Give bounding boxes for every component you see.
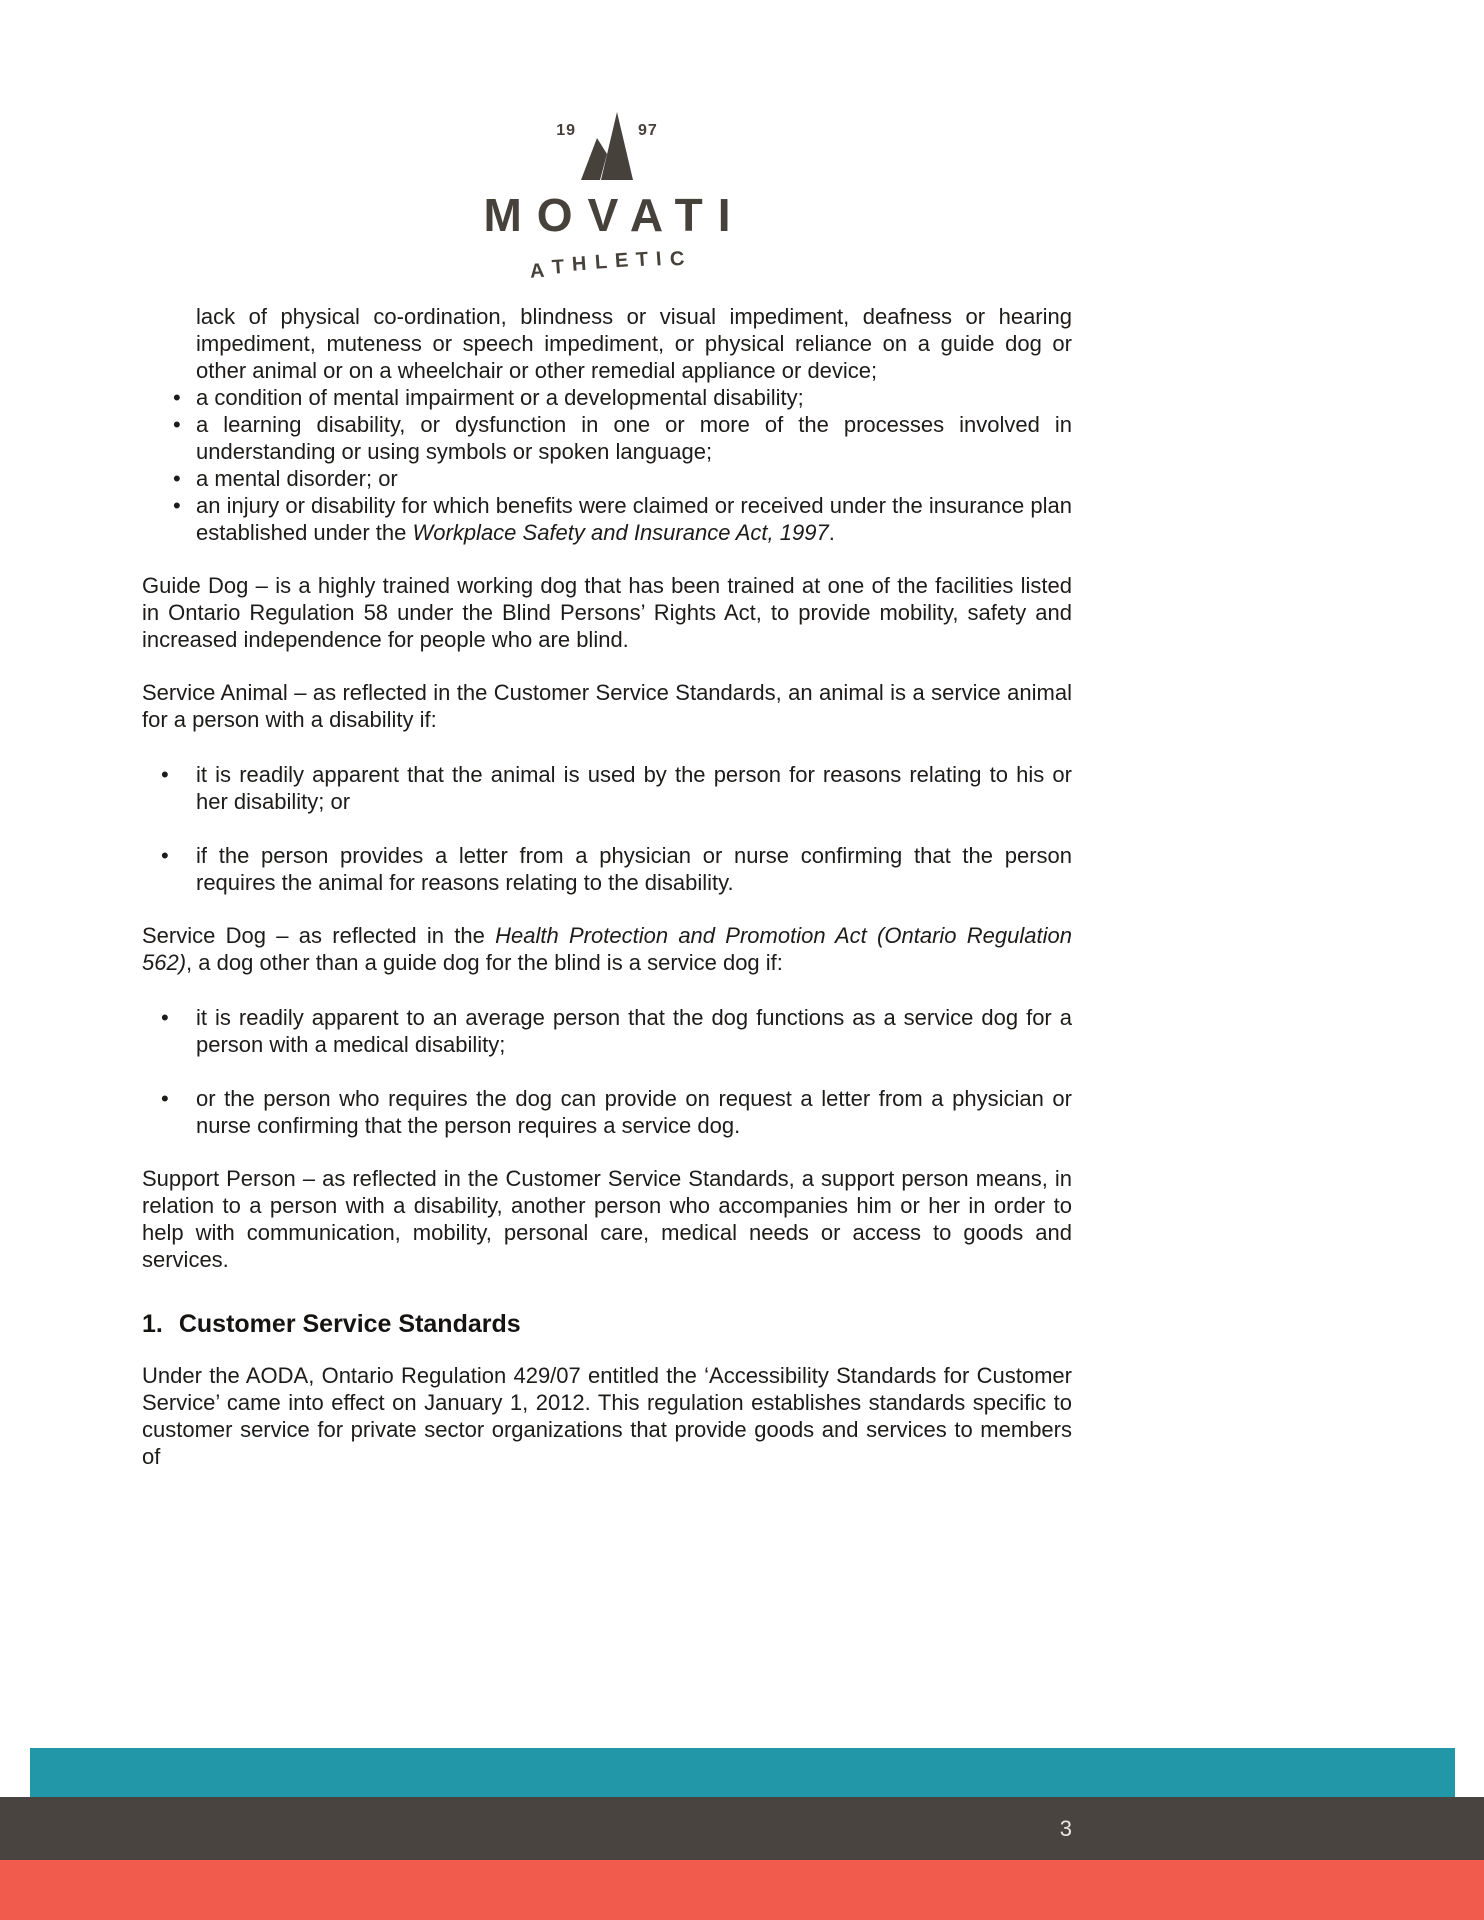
mountain-icon: [581, 110, 633, 182]
list-item: [142, 761, 1072, 815]
list-item-text: it is readily apparent that the animal is used by the person for reasons relating to his or her disability; or: [196, 762, 1072, 814]
document-content: [142, 303, 1072, 1470]
paragraph-service-dog-intro: Service Dog – as reflected in the Health Protection and Promotion Act (Ontario Regulation 562), a dog other than a guide dog for the blind is a service dog if:: [142, 923, 1072, 975]
paragraph-support-person: Support Person – as reflected in the Customer Service Standards, a support person means, in relation to a person with a disability, another person who accompanies him or her in order to help with communication, mobility, personal care, medical needs or access to goods and services.: [142, 1166, 1072, 1272]
list-item: [142, 492, 1072, 546]
list-item: [142, 1004, 1072, 1058]
footer-coral-bar: [0, 1860, 1484, 1920]
movati-logo: [142, 110, 1072, 288]
section-heading-number: 1.: [142, 1310, 163, 1338]
list-item-text: an injury or disability for which benefits were claimed or received under the insurance plan established under the Workplace Safety and Insurance Act, 1997.: [196, 493, 1072, 545]
list-item-text: lack of physical co-ordination, blindness or visual impediment, deafness or hearing impediment, muteness or speech impediment, or physical reliance on a guide dog or other animal or on a wheelchair or other remedial appliance or device;: [196, 304, 1072, 383]
section-heading-text: Customer Service Standards: [178, 1310, 521, 1338]
paragraph-service-animal-intro: Service Animal – as reflected in the Customer Service Standards, an animal is a service animal for a person with a disability if:: [142, 680, 1072, 732]
logo-year-right: 97: [638, 122, 658, 139]
list-item: [142, 842, 1072, 896]
list-item-text: it is readily apparent to an average person that the dog functions as a service dog for a person with a medical disability;: [196, 1005, 1072, 1057]
list-item-text: if the person provides a letter from a physician or nurse confirming that the person requires the animal for reasons relating to the disability.: [196, 843, 1072, 895]
definition-bullet-list: [142, 303, 1072, 546]
list-item: [142, 1085, 1072, 1139]
list-item: [142, 384, 1072, 411]
page-number: 3: [1059, 1815, 1072, 1841]
list-item-text: a learning disability, or dysfunction in one or more of the processes involved in understanding or using symbols or spoken language;: [196, 412, 1072, 464]
list-item: [142, 465, 1072, 492]
page-number-row: [142, 1797, 1072, 1860]
logo-subtitle: ATHLETIC: [528, 247, 694, 283]
logo-year-left: 19: [556, 122, 576, 139]
list-item-continuation: [142, 303, 1072, 384]
list-item: [142, 411, 1072, 465]
list-item-text: a mental disorder; or: [196, 466, 398, 491]
list-item-text: or the person who requires the dog can provide on request a letter from a physician or nurse confirming that the person requires a service dog.: [196, 1086, 1072, 1138]
paragraph-guide-dog: Guide Dog – is a highly trained working dog that has been trained at one of the facilities listed in Ontario Regulation 58 under the Blind Persons’ Rights Act, to provide mobility, safety and increased independence for people who are blind.: [142, 573, 1072, 652]
logo-wordmark: MOVATI: [483, 189, 746, 241]
paragraph-aoda: Under the AODA, Ontario Regulation 429/07 entitled the ‘Accessibility Standards for Customer Service’ came into effect on January 1, 2012. This regulation establishes standards specific to customer service for private sector organizations that provide goods and services to members of: [142, 1363, 1072, 1469]
logo-mark-row: [142, 110, 1072, 182]
service-animal-bullet-list: [142, 761, 1072, 896]
service-dog-bullet-list: [142, 1004, 1072, 1139]
list-item-text: a condition of mental impairment or a developmental disability;: [196, 385, 804, 410]
section-heading: [142, 1309, 1072, 1339]
footer-teal-bar: [30, 1748, 1455, 1797]
